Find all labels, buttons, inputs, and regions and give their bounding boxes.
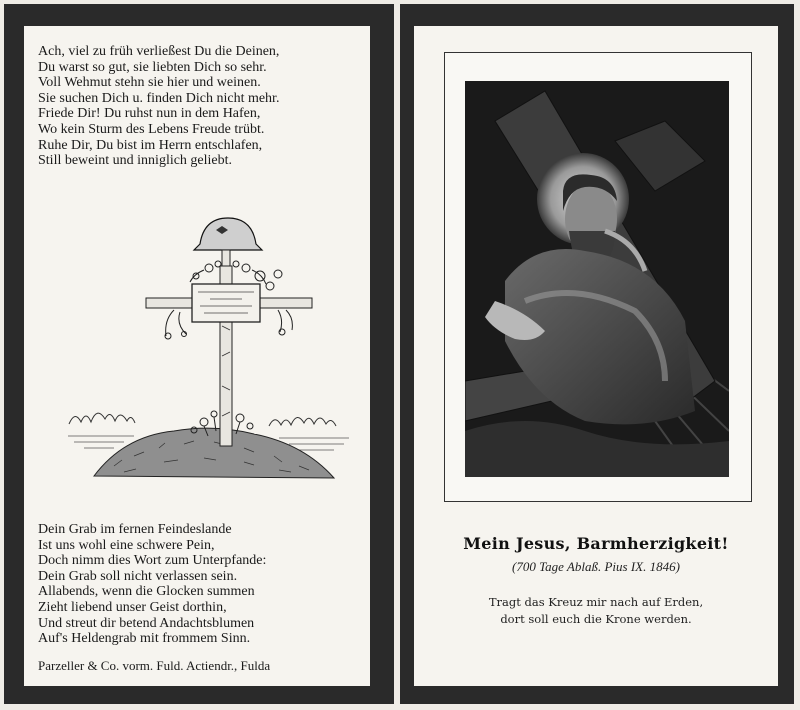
devotional-image [465, 81, 729, 477]
indulgence-note: (700 Tage Ablaß. Pius IX. 1846) [512, 559, 680, 574]
helmet-icon [194, 218, 262, 266]
poem-line: Und streut dir betend Andachtsblumen [38, 615, 255, 631]
poem-line: Du warst so gut, sie liebten Dich so sehr. [38, 59, 267, 75]
poem-line: Allabends, wenn die Glocken summen [38, 584, 255, 600]
poem-line: Ist uns wohl eine schwere Pein, [38, 537, 215, 553]
poem-line: Dein Grab soll nicht verlassen sein. [38, 568, 238, 584]
poem-line: Friede Dir! Du ruhst nun in dem Hafen, [38, 106, 261, 122]
poem-line: Zieht liebend unser Geist dorthin, [38, 599, 227, 615]
right-card-paper [414, 26, 778, 686]
verse-line: dort soll euch die Krone werden. [500, 612, 692, 626]
poem-line: Auf's Heldengrab mit frommem Sinn. [38, 631, 251, 647]
name-plaque-icon [192, 284, 260, 322]
poem-line: Wo kein Sturm des Lebens Freude trübt. [38, 121, 265, 137]
poem-line: Still beweint und inniglich geliebt. [38, 153, 233, 169]
verse-line: Tragt das Kreuz mir nach auf Erden, [488, 595, 704, 609]
poem-line: Dein Grab im fernen Feindeslande [38, 522, 232, 537]
left-card-paper [24, 26, 370, 686]
poem-line: Sie suchen Dich u. finden Dich nicht mehr. [38, 90, 280, 106]
right-card-border [400, 4, 794, 704]
verse [414, 594, 778, 628]
grave-cross-illustration [64, 186, 354, 486]
poem-top [38, 44, 368, 169]
printer-imprint: Parzeller & Co. vorm. Fuld. Actiendr., Fulda [38, 658, 271, 673]
poem-line: Doch nimm dies Wort zum Unterpfande: [38, 553, 267, 569]
treeline-icon [69, 413, 336, 426]
left-card-border [4, 4, 394, 704]
picture-frame [444, 52, 752, 502]
poem-line: Ach, viel zu früh verließest Du die Deinen, [38, 44, 280, 59]
prayer-heading: Mein Jesus, Barmherzigkeit! [463, 534, 729, 553]
poem-bottom [38, 522, 368, 647]
poem-line: Ruhe Dir, Du bist im Herrn entschlafen, [38, 137, 263, 153]
poem-line: Voll Wehmut stehn sie hier und weinen. [38, 75, 261, 91]
jesus-carrying-cross-icon [465, 81, 729, 477]
